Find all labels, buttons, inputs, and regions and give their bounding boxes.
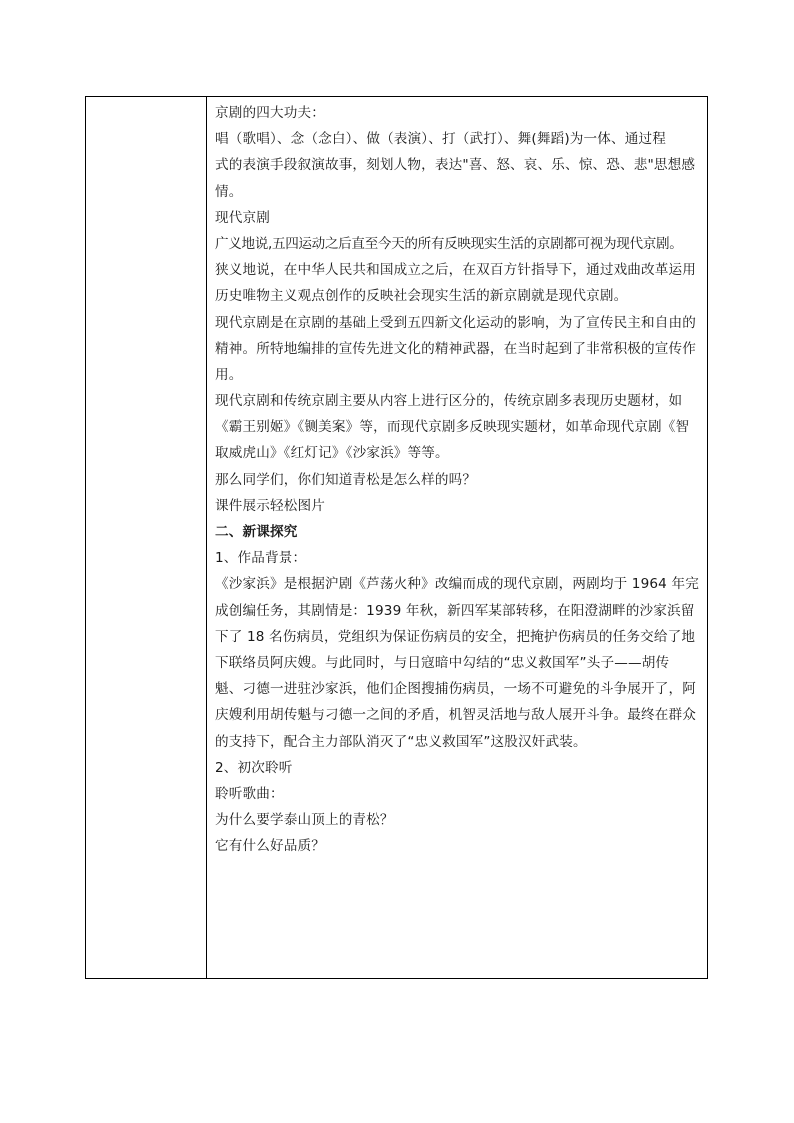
text-line: 取威虎山》《红灯记》《沙家浜》等等。 [215, 445, 449, 462]
text-line: 式的表演手段叙演故事，刻划人物，表达"喜、怒、哀、乐、惊、恐、悲"思想感 [215, 157, 696, 174]
text-line: 广义地说,五四运动之后直至今天的所有反映现实生活的京剧都可视为现代京剧。 [215, 235, 683, 252]
text-line: 用。 [215, 366, 243, 383]
text-line: 魁、刁德一进驻沙家浜，他们企图搜捕伤病员，一场不可避免的斗争展开了，阿 [215, 681, 697, 698]
text-line: 现代京剧和传统京剧主要从内容上进行区分的，传统京剧多表现历史题材，如 [215, 393, 683, 410]
subsection-heading: 1、作品背景： [215, 550, 307, 567]
text-line: 下了 18 名伤病员，党组织为保证伤病员的安全，把掩护伤病员的任务交给了地 [215, 628, 696, 645]
left-column-cell [86, 97, 207, 978]
text-line: 聆听歌曲： [215, 785, 284, 802]
text-line: 现代京剧是在京剧的基础上受到五四新文化运动的影响，为了宣传民主和自由的 [215, 314, 697, 331]
text-line: 下联络员阿庆嫂。与此同时，与日寇暗中勾结的“忠义救国军”头子——胡传 [215, 654, 670, 671]
text-line: 为什么要学泰山顶上的青松？ [215, 812, 394, 829]
text-line: 《霸王别姬》《铡美案》等，而现代京剧多反映现实题材，如革命现代京剧《智 [215, 419, 690, 436]
text-line: 它有什么好品质？ [215, 838, 325, 855]
text-line: 历史唯物主义观点创作的反映社会现实生活的新京剧就是现代京剧。 [215, 288, 628, 305]
text-line: 成创编任务，其剧情是：1939 年秋，新四军某部转移，在阳澄湖畔的沙家浜留 [215, 602, 695, 619]
text-line: 的支持下，配合主力部队消灭了“忠义救国军”这股汉奸武装。 [215, 733, 587, 750]
text-line: 庆嫂利用胡传魁与刁德一之间的矛盾，机智灵活地与敌人展开斗争。最终在群众 [215, 707, 697, 724]
section-heading: 现代京剧 [215, 209, 270, 226]
text-line: 《沙家浜》是根据沪剧《芦荡火种》改编而成的现代京剧，两剧均于 1964 年完 [215, 576, 699, 593]
subsection-heading: 2、初次聆听 [215, 759, 293, 776]
text-line: 唱（歌唱）、念（念白）、做（表演）、打（武打）、舞(舞蹈)为一体、通过程 [215, 131, 666, 148]
text-line: 京剧的四大功夫： [215, 105, 325, 121]
text-line: 情。 [215, 183, 243, 200]
text-line: 那么同学们，你们知道青松是怎么样的吗？ [215, 471, 477, 488]
text-line: 狭义地说，在中华人民共和国成立之后，在双百方针指导下，通过戏曲改革运用 [215, 262, 697, 279]
text-line: 课件展示轻松图片 [215, 497, 325, 514]
section-heading: 二、新课探究 [215, 524, 298, 540]
lesson-table [85, 96, 708, 979]
text-line: 精神。所特地编排的宣传先进文化的精神武器，在当时起到了非常积极的宣传作 [215, 340, 697, 357]
content-cell [207, 97, 707, 978]
